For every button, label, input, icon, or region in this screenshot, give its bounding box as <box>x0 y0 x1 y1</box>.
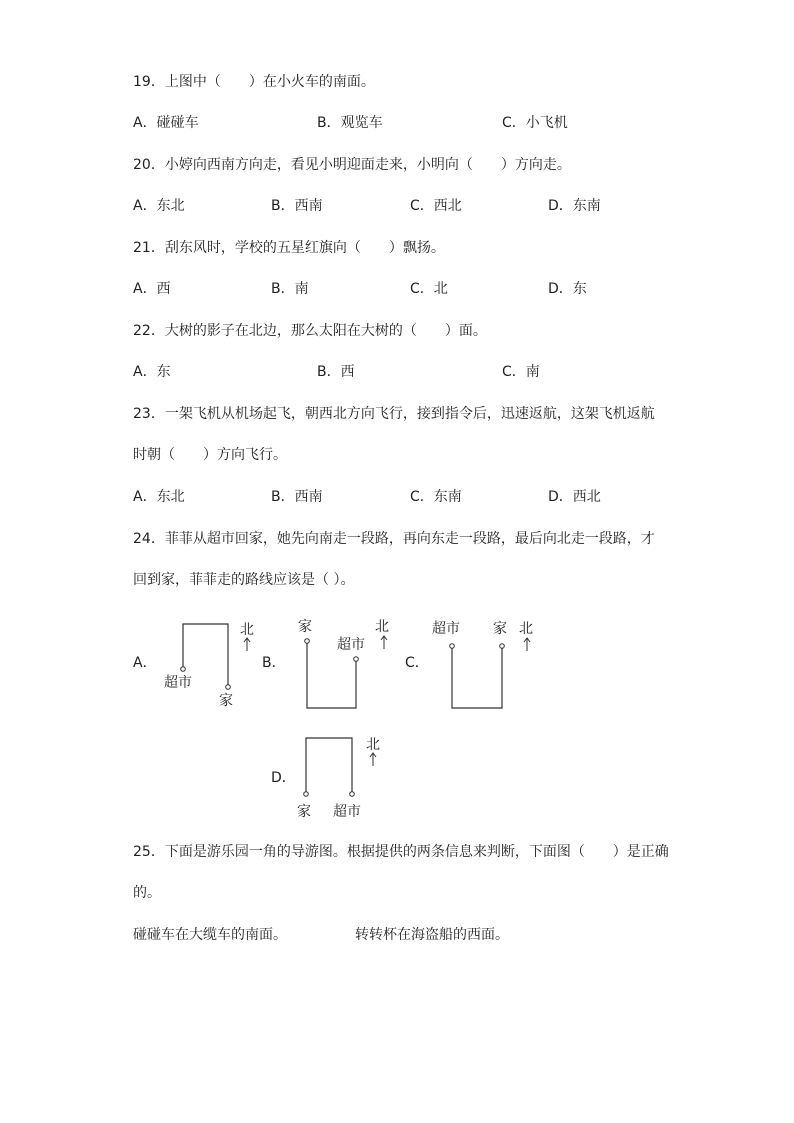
q22-option-c[interactable]: C．南 <box>502 364 540 380</box>
end-point <box>500 644 505 649</box>
start-point <box>304 792 309 797</box>
q21-option-b[interactable]: B．南 <box>271 281 309 297</box>
question-24-line2: 回到家，菲菲走的路线应该是（ ）。 <box>133 572 355 588</box>
q24-option-c-label[interactable]: C． <box>405 655 429 671</box>
q20-option-d[interactable]: D．东南 <box>548 198 601 214</box>
north-arrow-icon <box>244 638 250 651</box>
q24-option-d-label[interactable]: D． <box>271 770 296 786</box>
q21-option-c[interactable]: C．北 <box>410 281 448 297</box>
north-arrow-icon <box>524 638 530 651</box>
q21-option-d[interactable]: D．东 <box>548 281 587 297</box>
end-point <box>226 685 231 690</box>
question-22: 22．大树的影子在北边，那么太阳在大树的（ ）面。 <box>133 323 487 339</box>
end-point <box>354 657 359 662</box>
supermarket-label: 超市 <box>337 637 365 653</box>
route-path <box>452 648 502 708</box>
supermarket-label: 超市 <box>333 804 361 820</box>
route-diagram-a[interactable] <box>160 615 270 715</box>
route-diagram-d[interactable] <box>295 732 405 827</box>
question-25-line2: 的。 <box>133 885 161 901</box>
supermarket-label: 超市 <box>432 621 460 637</box>
start-point <box>450 644 455 649</box>
north-label: 北 <box>240 622 254 638</box>
question-21: 21．刮东风时，学校的五星红旗向（ ）飘扬。 <box>133 240 445 256</box>
home-label: 家 <box>297 804 311 820</box>
north-arrow-icon <box>381 636 387 649</box>
route-diagram-b[interactable] <box>295 613 405 713</box>
q22-option-b[interactable]: B．西 <box>317 364 355 380</box>
q20-option-b[interactable]: B．西南 <box>271 198 323 214</box>
q22-option-a[interactable]: A．东 <box>133 364 171 380</box>
q23-option-a[interactable]: A．东北 <box>133 489 185 505</box>
q25-info-2: 转转杯在海盗船的西面。 <box>355 927 509 943</box>
question-23-line1: 23．一架飞机从机场起飞，朝西北方向飞行，接到指令后，迅速返航，这架飞机返航 <box>133 406 655 422</box>
start-point <box>181 667 186 672</box>
north-label: 北 <box>375 619 389 635</box>
q19-option-a[interactable]: A．碰碰车 <box>133 115 199 131</box>
question-25-line1: 25．下面是游乐园一角的导游图。根据提供的两条信息来判断，下面图（ ）是正确 <box>133 844 669 860</box>
q24-option-a-label[interactable]: A． <box>133 655 157 671</box>
route-path <box>306 738 352 792</box>
supermarket-label: 超市 <box>164 675 192 691</box>
start-point <box>305 639 310 644</box>
q19-option-b[interactable]: B．观览车 <box>317 115 383 131</box>
question-23-line2: 时朝（ ）方向飞行。 <box>133 447 287 463</box>
q19-option-c[interactable]: C．小飞机 <box>502 115 568 131</box>
q25-info-1: 碰碰车在大缆车的南面。 <box>133 927 287 943</box>
q23-option-d[interactable]: D．西北 <box>548 489 601 505</box>
question-24-line1: 24．菲菲从超市回家，她先向南走一段路，再向东走一段路，最后向北走一段路，才 <box>133 531 655 547</box>
route-diagram-c[interactable] <box>430 613 545 713</box>
q23-option-c[interactable]: C．东南 <box>410 489 462 505</box>
q21-option-a[interactable]: A．西 <box>133 281 171 297</box>
question-19: 19．上图中（ ）在小火车的南面。 <box>133 74 375 90</box>
north-label: 北 <box>366 737 380 753</box>
q20-option-c[interactable]: C．西北 <box>410 198 462 214</box>
north-arrow-icon <box>370 753 376 766</box>
home-label: 家 <box>219 693 233 709</box>
q24-option-b-label[interactable]: B． <box>262 655 286 671</box>
end-point <box>350 792 355 797</box>
question-20: 20．小婷向西南方向走，看见小明迎面走来，小明向（ ）方向走。 <box>133 157 571 173</box>
home-label: 家 <box>298 619 312 635</box>
home-label: 家 <box>493 621 507 637</box>
q20-option-a[interactable]: A．东北 <box>133 198 185 214</box>
north-label: 北 <box>519 621 533 637</box>
q23-option-b[interactable]: B．西南 <box>271 489 323 505</box>
